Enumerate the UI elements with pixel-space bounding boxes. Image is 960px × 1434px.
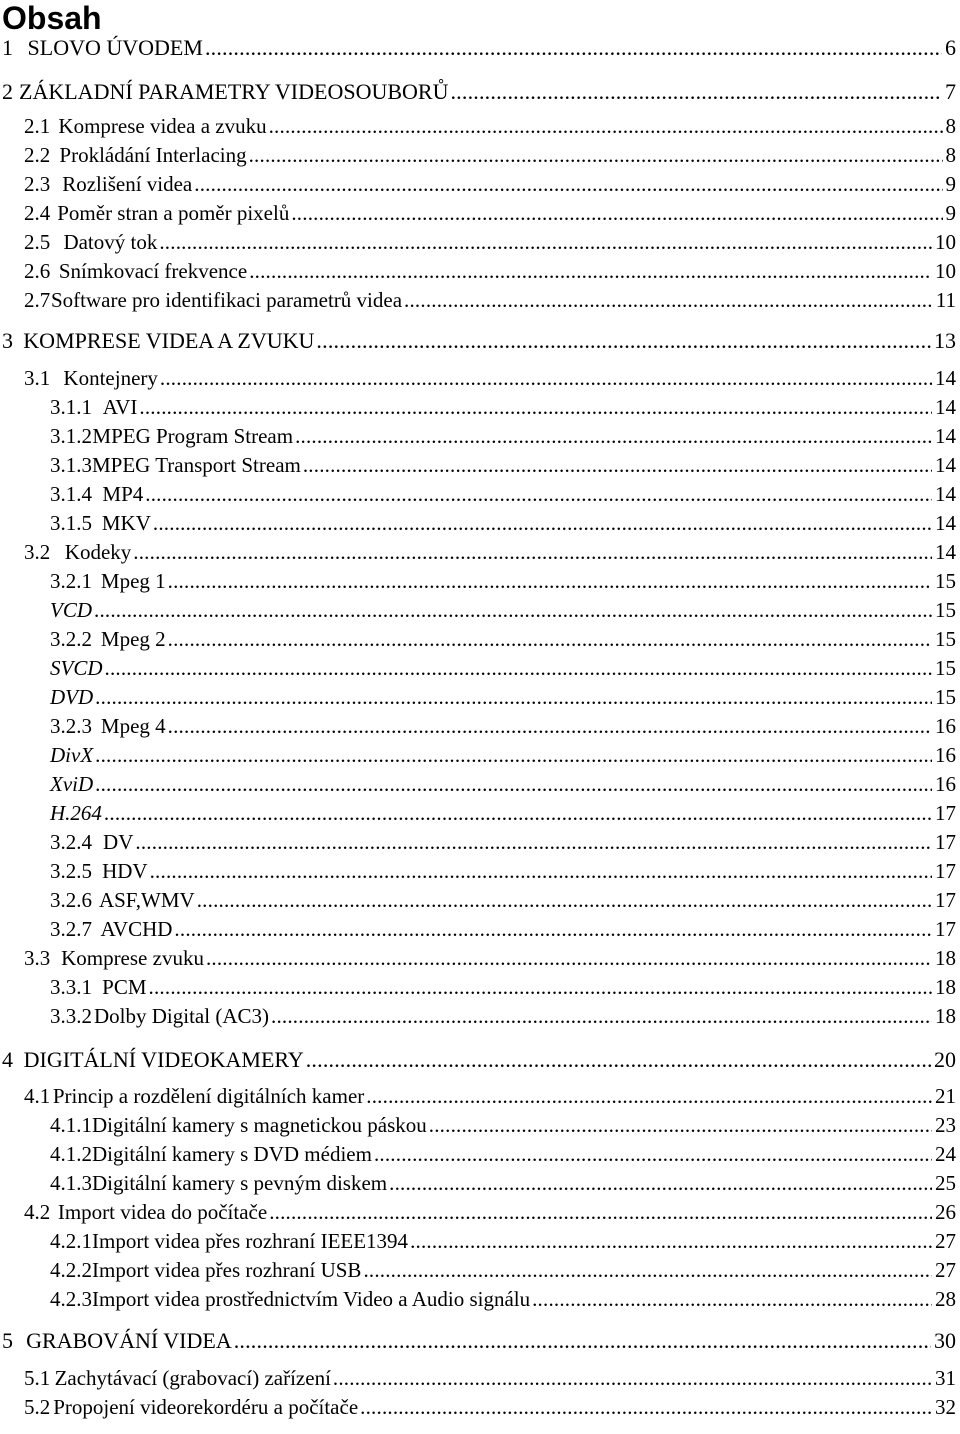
toc-entry[interactable] [2,78,956,106]
toc-entry-label: ASF,WMV [98,888,195,912]
dot-leader [291,199,942,227]
toc-entry-number: 3.2.4 [50,830,92,854]
toc-entry-label: Komprese zvuku [61,946,204,970]
toc-entry[interactable] [50,915,956,943]
toc-entry-label: Import videa do počítače [57,1200,268,1224]
toc-entry-number: 4 [2,1047,13,1072]
toc-entry-label: Digitální kamery s magnetickou páskou [92,1113,427,1137]
toc-entry-label: H.264 [50,801,102,825]
toc-entry-label: Mpeg 4 [100,714,166,738]
toc-entry-number: 3.2.6 [50,888,92,912]
toc-entry-page-number: 24 [935,1142,956,1166]
toc-entry[interactable] [50,886,956,914]
toc-entry-page-number: 8 [945,114,956,138]
toc-entry-label: Datový tok [63,230,158,254]
toc-entry[interactable] [24,1364,956,1392]
dot-leader [95,770,932,798]
toc-entry-label: Mpeg 2 [100,627,166,651]
dot-leader [145,480,932,508]
toc-entry-number: 3.2.3 [50,714,92,738]
dot-leader [450,78,942,106]
dot-leader [94,596,932,624]
toc-entry-number: 3.1.4 [50,482,92,506]
toc-entry[interactable] [50,770,956,798]
toc-entry[interactable] [2,327,956,355]
dot-leader [360,1393,932,1421]
toc-entry-label: SLOVO ÚVODEM [27,35,203,60]
toc-entry-number: 4.2.2 [50,1258,92,1282]
toc-entry-page-number: 28 [935,1287,956,1311]
toc-entry-page-number: 20 [934,1047,956,1072]
dot-leader [168,567,932,595]
toc-entry[interactable] [24,944,956,972]
dot-leader [168,712,932,740]
toc-entry-page-number: 31 [935,1366,956,1390]
toc-entry-page-number: 14 [935,366,956,390]
toc-entry-number: 4.1 [24,1084,51,1108]
dot-leader [135,828,932,856]
toc-entry-number: 3.1.3 [50,453,92,477]
dot-leader [95,741,932,769]
toc-entry-page-number: 16 [935,714,956,738]
toc-entry-label: AVCHD [100,917,173,941]
toc-entry-label: MPEG Transport Stream [92,453,301,477]
toc-entry-page-number: 15 [935,685,956,709]
toc-entry-page-number: 17 [935,830,956,854]
dot-leader [389,1169,932,1197]
toc-entry[interactable] [50,451,956,479]
toc-entry[interactable] [24,1198,956,1226]
toc-entry-label: AVI [102,395,138,419]
toc-entry-page-number: 17 [935,801,956,825]
toc-entry[interactable] [2,1327,956,1355]
toc-entry-label: Kontejnery [63,366,158,390]
toc-entry-label: XviD [50,772,94,796]
toc-entry[interactable] [50,1256,956,1284]
toc-entry-label: KOMPRESE VIDEA A ZVUKU [23,328,315,353]
dot-leader [316,327,931,355]
dot-leader [159,228,932,256]
dot-leader [197,886,932,914]
toc-entry-number: 2.2 [24,143,51,167]
toc-entry[interactable] [50,393,956,421]
toc-entry[interactable] [50,973,956,1001]
toc-entry-page-number: 15 [935,569,956,593]
toc-entry-page-number: 9 [945,172,956,196]
toc-entry-number: 3.3 [24,946,51,970]
toc-entry-label: DIGITÁLNÍ VIDEOKAMERY [23,1047,304,1072]
toc-entry-label: Propojení videorekordéru a počítače [53,1395,359,1419]
toc-entry-page-number: 15 [935,656,956,680]
toc-entry[interactable] [50,509,956,537]
dot-leader [306,1046,931,1074]
toc-entry-number: 4.1.2 [50,1142,92,1166]
toc-entry[interactable] [50,596,956,624]
dot-leader [105,654,933,682]
toc-entry-label: Poměr stran a poměr pixelů [57,201,290,225]
toc-entry-label: DivX [50,743,94,767]
toc-entry-number: 4.1.1 [50,1113,92,1137]
toc-entry-page-number: 14 [935,395,956,419]
dot-leader [271,1002,932,1030]
dot-leader [295,422,932,450]
toc-entry-page-number: 17 [935,859,956,883]
toc-entry[interactable] [50,654,956,682]
toc-entry-number: 3.2 [24,540,51,564]
toc-entry-label: Import videa prostřednictvím Video a Audio signálu [92,1287,531,1311]
toc-entry[interactable] [24,257,956,285]
dot-leader [429,1111,932,1139]
toc-entry[interactable] [2,1046,956,1074]
dot-leader [168,625,932,653]
toc-entry[interactable] [50,567,956,595]
toc-entry-page-number: 9 [945,201,956,225]
toc-entry[interactable] [50,480,956,508]
toc-entry-number: 5.1 [24,1366,51,1390]
dot-leader [104,799,932,827]
toc-entry-label: Snímkovací frekvence [58,259,248,283]
toc-entry-page-number: 25 [935,1171,956,1195]
toc-entry-number: 4.2.3 [50,1287,92,1311]
dot-leader [366,1082,932,1110]
toc-entry-label: Prokládání Interlacing [59,143,247,167]
dot-leader [249,257,932,285]
dot-leader [303,451,932,479]
dot-leader [333,1364,932,1392]
toc-entry-label: Digitální kamery s pevným diskem [92,1171,388,1195]
toc-entry-number: 3.2.1 [50,569,92,593]
toc-entry-label: GRABOVÁNÍ VIDEA [26,1328,232,1353]
toc-entry-page-number: 32 [935,1395,956,1419]
toc-entry-number: 2 [2,79,13,104]
toc-entry[interactable] [24,538,956,566]
toc-entry-label: Software pro identifikaci parametrů videa [51,288,403,312]
toc-entry-number: 2.7 [24,288,51,312]
dot-leader [269,112,943,140]
toc-entry-page-number: 27 [935,1229,956,1253]
toc-entry-page-number: 7 [945,79,956,104]
toc-entry-label: MKV [101,511,151,535]
dot-leader [234,1327,931,1355]
toc-entry-page-number: 15 [935,627,956,651]
toc-entry-number: 2.5 [24,230,51,254]
toc-entry-page-number: 23 [935,1113,956,1137]
toc-entry-page-number: 11 [935,288,956,312]
toc-entry-label: Kodeky [64,540,132,564]
toc-entry-page-number: 27 [935,1258,956,1282]
dot-leader [139,393,932,421]
toc-entry-page-number: 14 [935,482,956,506]
toc-entry-label: Mpeg 1 [100,569,166,593]
toc-entry[interactable] [2,34,956,62]
toc-entry-label: Import videa přes rozhraní USB [92,1258,362,1282]
toc-entry[interactable] [50,1227,956,1255]
toc-entry[interactable] [50,1285,956,1313]
toc-entry-page-number: 10 [935,259,956,283]
toc-entry-number: 5 [2,1328,13,1353]
toc-entry-label: ZÁKLADNÍ PARAMETRY VIDEOSOUBORŮ [19,79,449,104]
toc-entry-label: PCM [102,975,147,999]
toc-entry[interactable] [24,1393,956,1421]
toc-entry-page-number: 16 [935,743,956,767]
toc-entry-label: VCD [50,598,92,622]
toc-entry-page-number: 8 [945,143,956,167]
toc-entry[interactable] [50,828,956,856]
toc-entry[interactable] [50,422,956,450]
toc-entry-page-number: 18 [935,1004,956,1028]
dot-leader [410,1227,932,1255]
toc-entry[interactable] [50,741,956,769]
toc-entry-label: MP4 [102,482,144,506]
toc-entry[interactable] [24,170,956,198]
toc-entry-label: Import videa přes rozhraní IEEE1394 [92,1229,409,1253]
toc-entry-page-number: 17 [935,917,956,941]
dot-leader [249,141,943,169]
toc-entry-number: 1 [2,35,13,60]
toc-entry-number: 3.1 [24,366,51,390]
dot-leader [133,538,932,566]
toc-entry[interactable] [24,364,956,392]
toc-entry[interactable] [24,286,956,314]
toc-entry-page-number: 16 [935,772,956,796]
toc-entry-label: HDV [102,859,148,883]
dot-leader [374,1140,932,1168]
toc-entry[interactable] [24,228,956,256]
toc-entry-label: Zachytávací (grabovací) zařízení [54,1366,331,1390]
toc-entry-number: 5.2 [24,1395,51,1419]
toc-entry-number: 2.1 [24,114,51,138]
toc-entry-page-number: 30 [934,1328,956,1353]
toc-entry-page-number: 10 [935,230,956,254]
toc-entry-page-number: 14 [935,424,956,448]
toc-entry-page-number: 18 [935,975,956,999]
toc-entry-page-number: 17 [935,888,956,912]
toc-entry-label: Komprese videa a zvuku [58,114,267,138]
toc-entry[interactable] [24,112,956,140]
toc-entry[interactable] [50,857,956,885]
toc-entry-label: DV [103,830,134,854]
toc-entry-page-number: 13 [934,328,956,353]
toc-entry-label: DVD [50,685,94,709]
dot-leader [153,509,932,537]
toc-entry[interactable] [50,1111,956,1139]
toc-entry[interactable] [50,712,956,740]
dot-leader [532,1285,932,1313]
toc-entry-number: 3.2.7 [50,917,92,941]
toc-entry-number: 3.1.5 [50,511,92,535]
toc-entry-number: 4.2 [24,1200,51,1224]
toc-entry-page-number: 15 [935,598,956,622]
toc-entry[interactable] [24,1082,956,1110]
toc-entry-label: Princip a rozdělení digitálních kamer [52,1084,365,1108]
dot-leader [95,683,932,711]
toc-entry-page-number: 21 [935,1084,956,1108]
dot-leader [174,915,932,943]
toc-entry-label: Digitální kamery s DVD médiem [92,1142,372,1166]
toc-entry-number: 4.2.1 [50,1229,92,1253]
toc-entry-label: Rozlišení videa [62,172,193,196]
toc-entry-label: Dolby Digital (AC3) [94,1004,269,1028]
toc-entry-number: 3.2.5 [50,859,92,883]
toc-entry[interactable] [50,1002,956,1030]
dot-leader [160,364,932,392]
toc-entry-number: 3 [2,328,13,353]
dot-leader [363,1256,932,1284]
toc-entry-number: 3.3.2 [50,1004,92,1028]
toc-entry-label: MPEG Program Stream [92,424,294,448]
toc-entry[interactable] [24,199,956,227]
toc-entry-page-number: 14 [935,453,956,477]
toc-entry[interactable] [50,1140,956,1168]
toc-entry-label: SVCD [50,656,103,680]
toc-entry-number: 3.1.2 [50,424,92,448]
toc-entry-number: 2.3 [24,172,51,196]
toc-entry[interactable] [50,799,956,827]
toc-entry[interactable] [50,1169,956,1197]
toc-entry-number: 3.3.1 [50,975,92,999]
dot-leader [206,944,932,972]
toc-entry[interactable] [24,141,956,169]
dot-leader [269,1198,932,1226]
dot-leader [205,34,942,62]
page-title: Obsah [2,0,102,36]
dot-leader [150,857,932,885]
toc-entry[interactable] [50,683,956,711]
toc-entry-number: 3.2.2 [50,627,92,651]
toc-entry-number: 2.6 [24,259,51,283]
toc-entry-number: 4.1.3 [50,1171,92,1195]
dot-leader [194,170,942,198]
toc-entry-number: 3.1.1 [50,395,92,419]
toc-entry-page-number: 14 [935,511,956,535]
toc-entry-page-number: 18 [935,946,956,970]
toc-entry-page-number: 14 [935,540,956,564]
toc-entry-page-number: 6 [945,35,956,60]
dot-leader [404,286,933,314]
dot-leader [149,973,932,1001]
toc-entry-page-number: 26 [935,1200,956,1224]
toc-entry[interactable] [50,625,956,653]
toc-entry-number: 2.4 [24,201,51,225]
